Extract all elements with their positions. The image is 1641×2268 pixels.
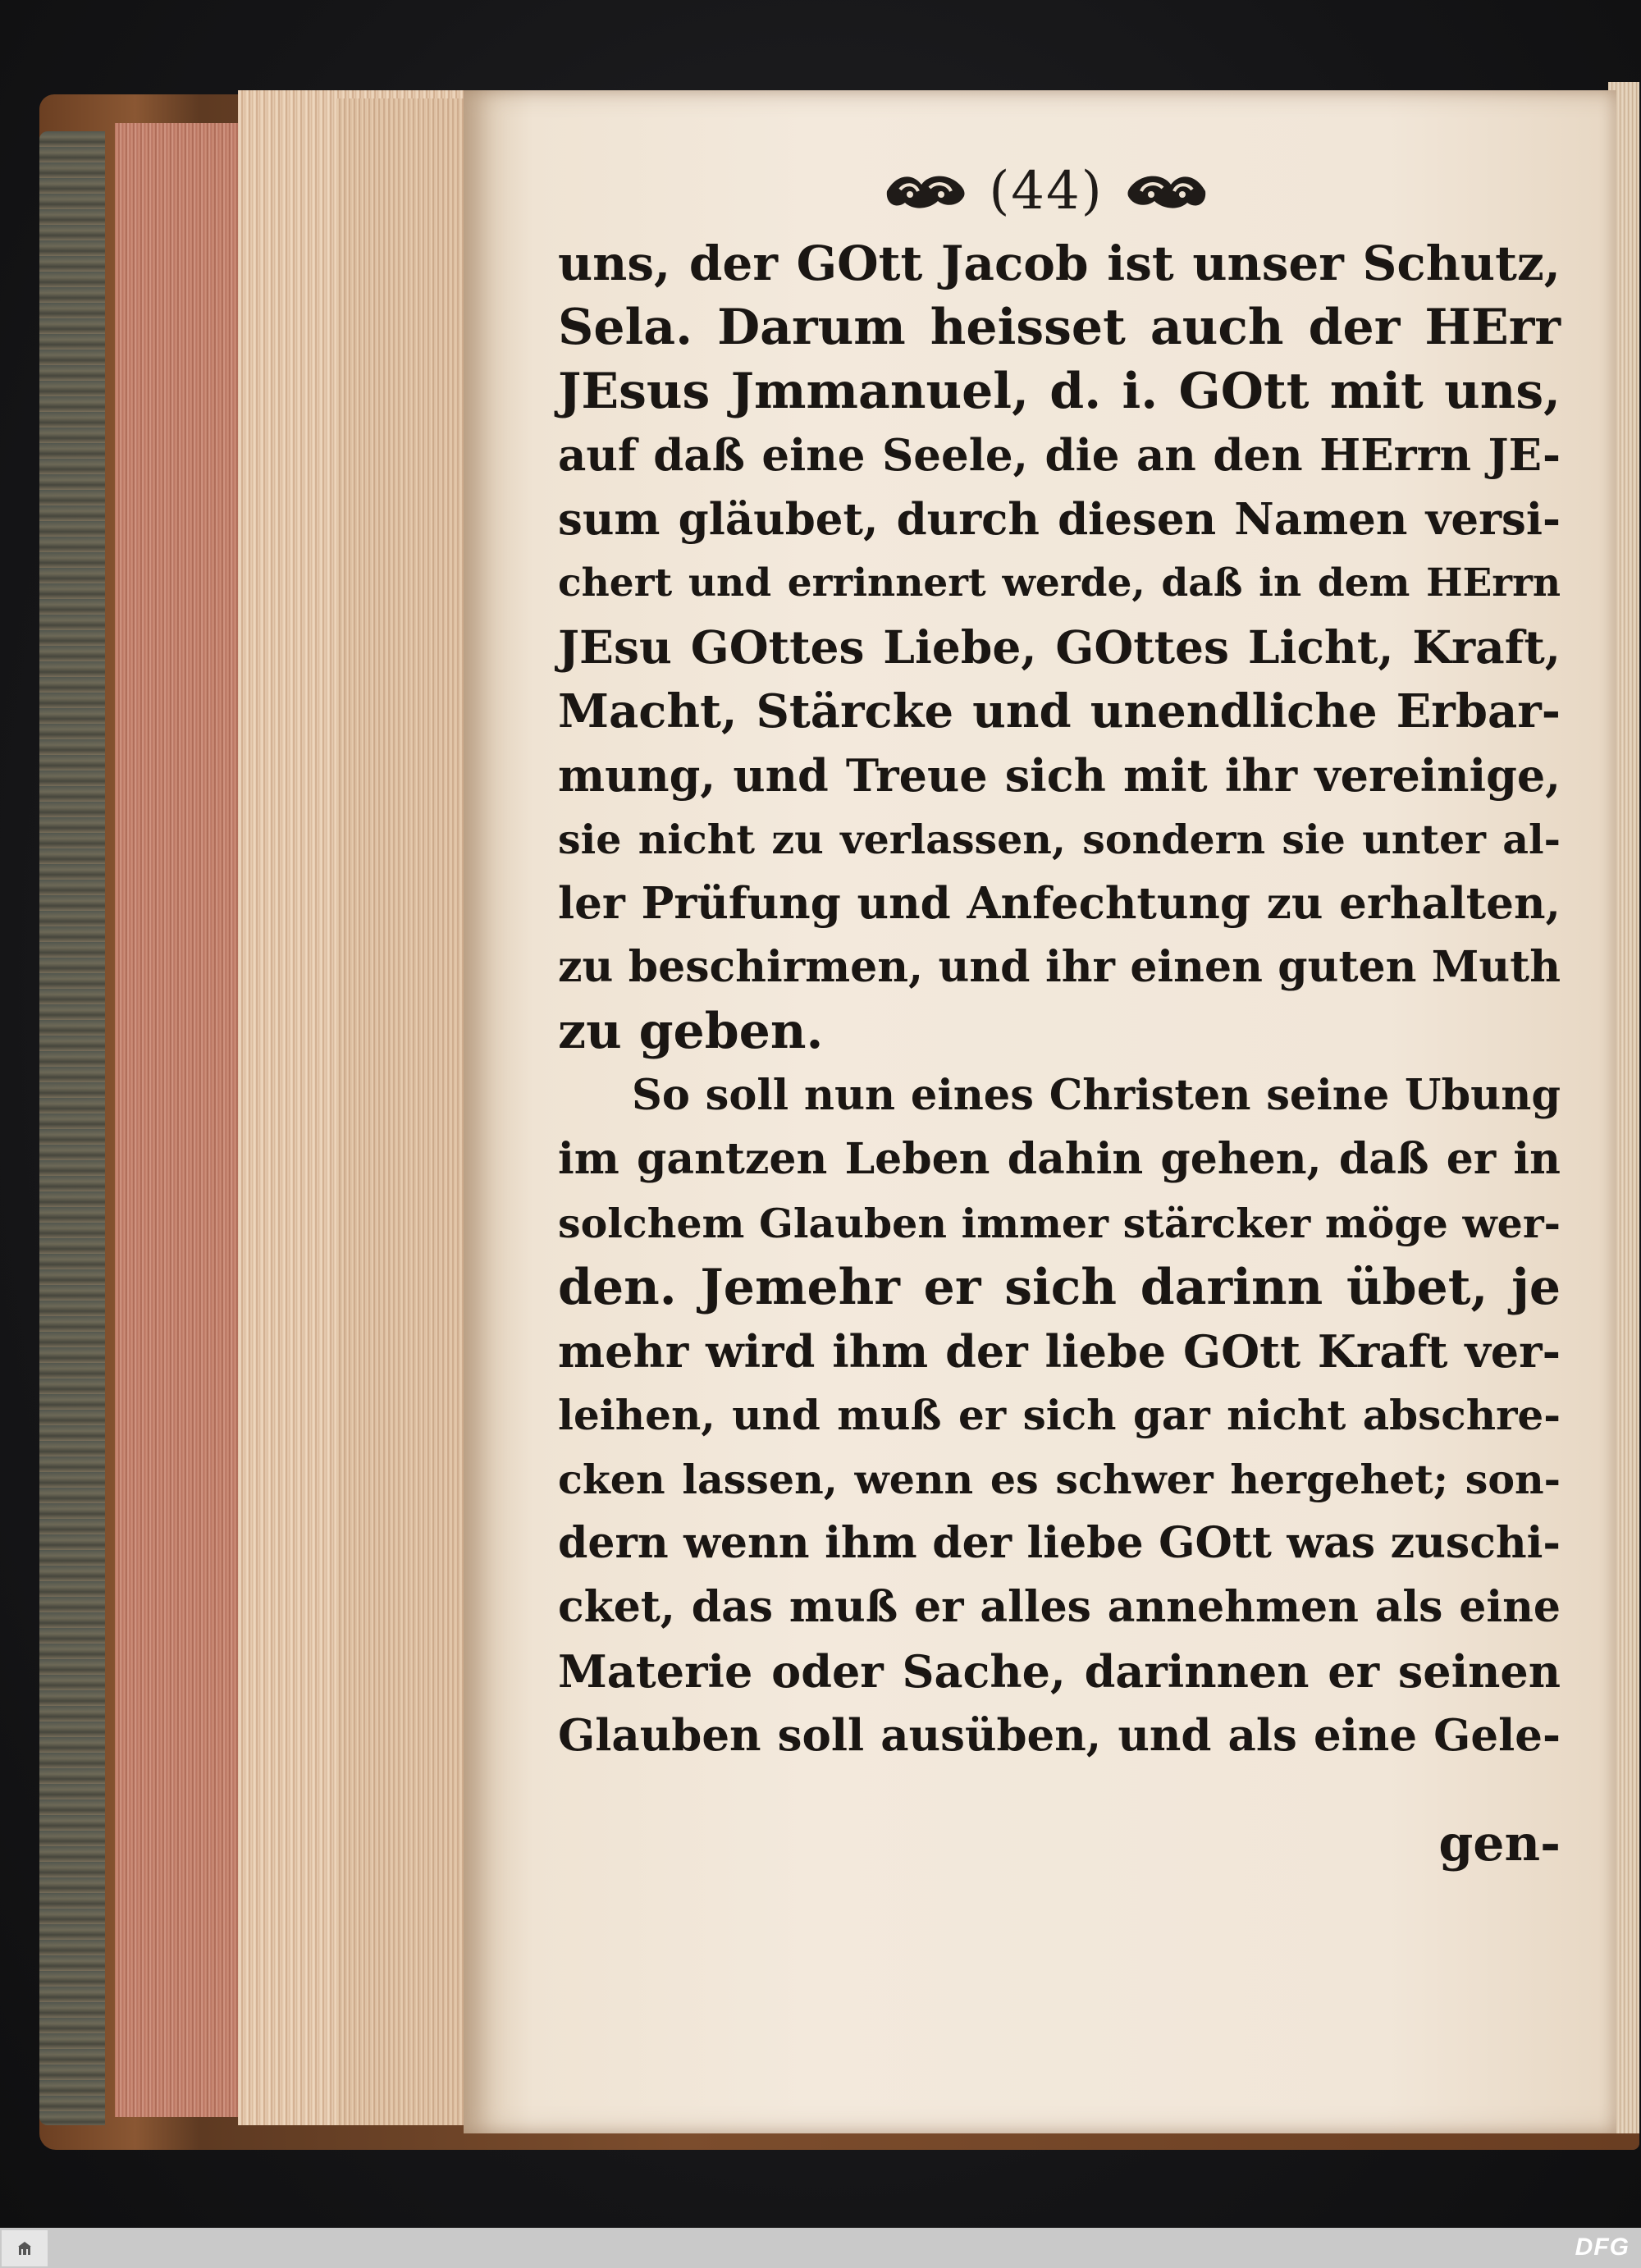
page-body-text	[558, 231, 1561, 1767]
catchword: gen-	[1438, 1815, 1561, 1872]
left-ornament-icon	[880, 167, 971, 216]
text-line: So soll nun eines Christen seine Ubung	[632, 1071, 1561, 1120]
text-line: zu geben.	[558, 1003, 824, 1060]
text-line: cken lassen, wenn es schwer hergehet; son-	[558, 1456, 1561, 1503]
text-line: solchem Glauben immer stärcker möge wer-	[558, 1200, 1561, 1247]
text-line: mehr wird ihm der liebe GOtt Kraft ver-	[558, 1325, 1561, 1378]
text-line: den. Jemehr er sich darinn übet, je	[558, 1259, 1561, 1316]
library-logo	[2, 2230, 48, 2266]
page-block-edges	[115, 123, 246, 2117]
text-line: Materie oder Sache, darinnen er seinen	[558, 1645, 1561, 1698]
page-block-edges-inner	[336, 98, 484, 2125]
right-ornament-icon	[1122, 167, 1212, 216]
text-line: Macht, Stärcke und unendliche Erbar-	[558, 684, 1561, 738]
text-line: zu beschirmen, und ihr einen guten Muth	[558, 942, 1561, 992]
text-line: Sela. Darum heisset auch der HErr	[558, 299, 1561, 356]
text-line: chert und errinnert werde, daß in dem HErrn	[558, 560, 1561, 606]
text-line: JEsus Jmmanuel, d. i. GOtt mit uns,	[558, 363, 1561, 420]
page-header	[853, 154, 1239, 228]
text-line: sie nicht zu verlassen, sondern sie unter al-	[558, 816, 1561, 863]
text-line: uns, der GOtt Jacob ist unser Schutz,	[558, 235, 1561, 291]
text-line: ler Prüfung und Anfechtung zu erhalten,	[558, 878, 1561, 929]
text-line: Glauben soll ausüben, und als eine Gele-	[558, 1710, 1561, 1761]
text-line: JEsu GOttes Liebe, GOttes Licht, Kraft,	[558, 620, 1561, 674]
text-line: auf daß eine Seele, die an den HErrn JE-	[558, 430, 1561, 481]
dfg-logo: DFG	[1575, 2234, 1630, 2261]
book-cover-edge	[39, 131, 105, 2125]
text-line: dern wenn ihm der liebe GOtt was zuschi-	[558, 1518, 1561, 1568]
page-number: (44)	[989, 161, 1104, 222]
viewer-footer-bar	[0, 2228, 1641, 2268]
library-logo-icon	[16, 2240, 33, 2257]
text-line: im gantzen Leben dahin gehen, daß er in	[558, 1134, 1561, 1184]
text-line: cket, das muß er alles annehmen als eine	[558, 1582, 1561, 1632]
text-line: leihen, und muß er sich gar nicht abschre-	[558, 1391, 1561, 1439]
text-line: sum gläubet, durch diesen Namen versi-	[558, 494, 1561, 545]
text-line: mung, und Treue sich mit ihr vereinige,	[558, 749, 1561, 802]
